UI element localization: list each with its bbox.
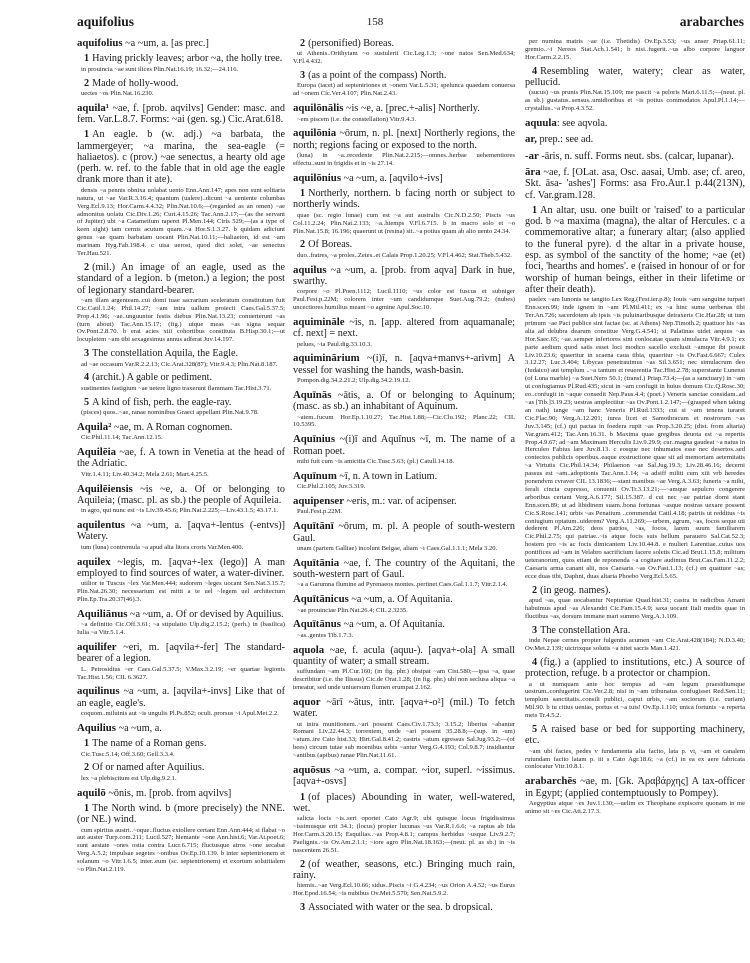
definition-text: ~ārī ~ātus, intr. [aqva+-o²] (mil.) To fetch water. bbox=[293, 696, 515, 720]
citations bbox=[525, 681, 745, 721]
citation-text: in agro, qui nunc est ~is Liv.39.45.6; Plin.Nat.2.225;—Liv.43.1.5; 43.17.1. bbox=[81, 507, 279, 515]
sense-definition bbox=[293, 70, 515, 81]
citation-text: ad ~ae occasum Var.R.2.2.13; Cic.Arat.328(87); Vitr.9.4.3; Plin.Nat.8.187. bbox=[81, 360, 278, 368]
sense-number: 1 bbox=[84, 802, 90, 814]
headword: aquilōnālis bbox=[293, 102, 344, 115]
citation-text: duo..fratres, ~a proles..Zetes..et Calais Prop.1.20.25; V.Fl.4.462; Stat.Theb.5.432. bbox=[297, 251, 512, 259]
headword: Aquītānī bbox=[293, 520, 334, 533]
dictionary-entry bbox=[293, 317, 515, 340]
citations bbox=[77, 544, 285, 552]
citation-text: (sucus) ~us prunis Plin.Nat.15.109; me pascit ~a peloris Mart.6.11.5;—(neut. pl. as sb.) gustatus..sensus..umidioribus et ~is potius commodatos Apul.Pl.1.14;—crystallus..~a Prop.4.3.52. bbox=[525, 89, 745, 113]
citation-text: suffundam ~am Pl.Cur.160; (in fig. phr.) obsipat ~am Cist.580;—ipsa ~a, quae describitur (i.e. the Ilissus) Cic.de Orat.1.28; (in fig. phr.) ubi non seclusa aliqua ~a teneatur, sed unde uniuersum flumen erumpat 2.162. bbox=[293, 668, 515, 692]
citation-text: tum (luna) contremula ~a apud alta litora croris Var.Men.400. bbox=[81, 543, 244, 551]
citations bbox=[77, 471, 285, 479]
dictionary-entry bbox=[293, 558, 515, 581]
headword: arabarchēs bbox=[525, 775, 577, 788]
citations bbox=[293, 116, 515, 124]
headword: Aquīnius bbox=[293, 433, 336, 446]
definition-text: ~a ~um, a. Of or devised by Aquilius. bbox=[127, 608, 284, 620]
definition-text: (mil.) An image of an eagle, used as the standard of a legion. b (meton.) a legion; the post of legionary standard-bearer. bbox=[77, 261, 285, 296]
headword: -ar bbox=[525, 149, 539, 162]
citations bbox=[293, 668, 515, 692]
dictionary-entry bbox=[525, 118, 745, 129]
headword: Aquilēia bbox=[77, 446, 116, 459]
citation-text: (luna) in ~a..recedente Plin.Nat.2.215;—omnes..herbae uehementiores effectu..sunt in frigidis et in ~is 27.14. bbox=[293, 152, 515, 167]
headword: Aquītānicus bbox=[293, 593, 349, 606]
headword: aquiminārium bbox=[293, 352, 360, 365]
dictionary-entry bbox=[77, 38, 285, 49]
citation-text: ~am ubi facies, pedes v fundamenta alta facito, lata p. vi, ~am et canalem rutundam facito latam p. iii s Cato Agr.18.6; ~a (cf.) in ea ex aere fabricata conlocatur Vitr.10.8.1. bbox=[525, 747, 745, 771]
sense-number: 1 bbox=[300, 188, 306, 200]
citations bbox=[293, 252, 515, 260]
citations bbox=[525, 597, 745, 621]
definition-text: The name of a Roman gens. bbox=[92, 738, 207, 750]
citations bbox=[293, 545, 515, 553]
headword: aquilex bbox=[77, 555, 111, 568]
citation-text: pelues, ~ia Paul.dig.33.10.3. bbox=[297, 340, 372, 348]
headword: ar, bbox=[525, 133, 537, 146]
sense-definition bbox=[293, 38, 515, 49]
sense-number: 2 bbox=[84, 77, 90, 89]
citations bbox=[77, 666, 285, 682]
definition-text: ~a ~um, a. [aqvila+-invs] Like that of an eagle, eagle's. bbox=[77, 686, 285, 709]
definition-text: : see aqvola. bbox=[556, 118, 608, 130]
definition-text: The North wind. b (more precisely) the NNE. (or NE.) wind. bbox=[77, 802, 285, 826]
sense-number: 2 bbox=[300, 239, 306, 251]
headword: aquor bbox=[293, 695, 321, 708]
citations bbox=[293, 377, 515, 385]
citation-text: Cic.Phil.11.14; Tac.Ann.12.15. bbox=[81, 434, 163, 442]
citations bbox=[293, 483, 515, 491]
citation-text: lex ~a plebiscitum est Ulp.dig.9.2.1. bbox=[81, 774, 177, 782]
definition-text: ~is, n. [app. altered from aquamanale; cf. next] = next. bbox=[293, 316, 515, 340]
citations bbox=[525, 89, 745, 113]
definition-text: (of places) Abounding in water, well-watered, wet. bbox=[293, 791, 515, 814]
definition-text: (personified) Boreas. bbox=[308, 38, 395, 49]
citation-text: cum spiritus austri..~oque..fluctus extollere certant Enn.Ann.444; si flabat ~o aut auster Turp.com.211; Lucil.527; hiemante ~one Ann.hist.6; Var.At.poet.6; sunt aestate ~ones ostia contra Lucr.6.715; fluctusque atros ~one secabat Verg.A.5.2; impulsae segetes ~onibus Ov.Ep.10.139. b inter septentrionem et solanum ~o Vitr.1.6.5; inter..eum (sc. septentrionem) et exortum solstitialem ~o Plin.Nat.2.119. bbox=[77, 826, 285, 874]
citation-text: uectes ~os Plin.Nat.16.230. bbox=[81, 89, 154, 97]
citation-text: ~a a Garumna flumine ad Pyrenaeos montes..pertinet Caes.Gal.1.1.7; Vitr.2.1.4. bbox=[297, 581, 508, 589]
dictionary-entry bbox=[293, 471, 515, 482]
definition-text: ~ōrum, n. pl. [next] Northerly regions, the north; regions facing or exposed to the north. bbox=[293, 128, 515, 151]
sense-definition bbox=[77, 738, 285, 749]
citations bbox=[77, 90, 285, 98]
sense-definition bbox=[293, 188, 515, 211]
dictionary-entry bbox=[77, 642, 285, 665]
definition-text: ~ae, f. The country of the Aquitani, the south-western part of Gaul. bbox=[293, 557, 515, 581]
definition-text: ~a ~um, a. compar. ~ior, superl. ~issimus. [aqva+-osvs] bbox=[293, 765, 515, 788]
definition-text: ~a ~um, a. [aqva+-lentus (-entvs)] Watery. bbox=[77, 520, 285, 543]
dictionary-entry bbox=[77, 686, 285, 709]
definition-text: ~(i)ī, n. [aqva+manvs+-arivm] A vessel for washing the hands, wash-basin. bbox=[293, 353, 515, 376]
headword: aquifolius bbox=[77, 38, 123, 49]
citations bbox=[77, 66, 285, 74]
dictionary-entry bbox=[525, 776, 745, 799]
citation-text: utilior te Tuscus ~lex Var.Men.444; sudorem ~leges uocant Sen.Nat.3.15.7; Plin.Nat.26.30; necessarium est mitti a te uel ~legem uel architectum Plin.Ep.Tra.20.37(46).3. bbox=[77, 580, 285, 603]
headword: Aquīnum bbox=[293, 469, 337, 482]
definition-text: ~(i)ī and Aquīnus ~ī, m. The name of a Roman poet. bbox=[293, 434, 515, 457]
dictionary-entry bbox=[293, 765, 515, 788]
headword: Aquilēiensis bbox=[77, 482, 133, 495]
sense-number: 1 bbox=[84, 738, 90, 750]
definition-text: (archit.) A gable or pediment. bbox=[92, 372, 213, 384]
dictionary-entry bbox=[293, 390, 515, 413]
headword: aquilentus bbox=[77, 519, 126, 532]
page-number: 158 bbox=[366, 16, 384, 28]
sense-number: 4 bbox=[532, 65, 538, 77]
citations bbox=[293, 212, 515, 236]
citation-text: Paul.Fest.p.22M. bbox=[297, 508, 343, 516]
definition-text: A kind of fish, perh. the eagle-ray. bbox=[92, 396, 232, 408]
dictionary-entry bbox=[293, 496, 515, 507]
citations bbox=[77, 775, 285, 783]
column-1 bbox=[77, 38, 285, 953]
definition-text: ~a ~um, a. [prob. from aqva] Dark in hue, swarthy. bbox=[293, 264, 515, 287]
sense-number: 2 bbox=[532, 584, 538, 596]
headword: aquilō bbox=[77, 786, 106, 799]
dictionary-entry bbox=[77, 103, 285, 126]
headword: aquipenser bbox=[293, 495, 344, 508]
definition-text: Associated with water or the sea. b dropsical. bbox=[308, 902, 493, 914]
definition-text: ~ī, n. A town in Latium. bbox=[336, 470, 438, 482]
sense-definition bbox=[293, 902, 515, 913]
citations bbox=[525, 637, 745, 653]
citation-text: per numina matris ~ae (i.e. Thetidis) Ov.Ep.3.53; ~us anser Priap.61.11; gremio..~i Nereos Stat.Ach.1.541; b nisi..fugerit..~us albo corpore languor Hor.Carm.2.2.15. bbox=[525, 38, 745, 61]
citations bbox=[77, 827, 285, 874]
sense-definition bbox=[525, 625, 745, 636]
definition-text: ~ae, m. A Roman cognomen. bbox=[111, 421, 233, 433]
definition-text: Made of holly-wood. bbox=[92, 77, 179, 89]
definition-text: (of weather, seasons, etc.) Bringing much rain, rainy. bbox=[293, 858, 515, 882]
sense-number: 3 bbox=[84, 348, 90, 360]
sense-definition bbox=[293, 239, 515, 250]
headword: Aquilius bbox=[77, 721, 117, 734]
sense-number: 3 bbox=[300, 902, 306, 914]
citations bbox=[293, 508, 515, 516]
headword: aquola bbox=[293, 643, 325, 656]
sense-number: 1 bbox=[300, 791, 306, 803]
sense-number: 4 bbox=[532, 656, 538, 668]
citation-text: Cic.Tusc.5.14; Off.3.60; Gell.3.3.4. bbox=[81, 750, 175, 758]
headword: aquila¹ bbox=[77, 101, 110, 114]
headword: Aquītānus bbox=[293, 618, 342, 631]
headword: aquilōnia bbox=[293, 127, 337, 140]
citations bbox=[77, 621, 285, 637]
definition-text: ~ae, f. acula (aquu-). [aqva+-ola] A small quantity of water; a small stream. bbox=[293, 644, 515, 667]
citations bbox=[293, 288, 515, 312]
definition-text: A raised base or bed for supporting machinery, etc. bbox=[525, 724, 745, 747]
citation-text: corpore ~o Pl.Poen.1112; Lucil.1110; ~us color est fuscus et subniger Paul.Fest.p.22M; colorem inter ~um candidumque Suet.Aug.79.2; (nubes) uncectiores humilius meant ~o agmine Apul.Soc.10. bbox=[293, 288, 515, 312]
headword: aquilōnius bbox=[293, 171, 342, 184]
citation-text: Cic.Phil.2.105; Juv.3.319. bbox=[297, 483, 366, 491]
dictionary-entry bbox=[293, 434, 515, 457]
definition-text: ~eri, m. [aqvila+-fer] The standard-bearer of a legion. bbox=[77, 642, 285, 665]
citation-text: ~ae prouinciae Plin.Nat.26.4; CIL 2.3235. bbox=[297, 606, 408, 614]
definition-text: Of or named after Aquilius. bbox=[92, 762, 205, 774]
dictionary-entry bbox=[293, 128, 515, 151]
definition-text: An eagle. b (w. adj.) ~a barbata, the lammergeyer; ~a marina, the sea-eagle (= haliaetos). c (prov.) ~ae senectus, a hearty old age (perh. w. ref. to the fable that in old age the eagle drank more than it ate). bbox=[77, 129, 285, 186]
sense-number: 4 bbox=[84, 372, 90, 384]
dictionary-entry bbox=[293, 594, 515, 605]
citation-text: unam (partem Galliae) incolunt Belgae, aliam ~i Caes.Gal.1.1.1; Mela 3.20. bbox=[297, 544, 498, 552]
citations bbox=[293, 815, 515, 855]
sense-number: 1 bbox=[84, 53, 90, 65]
citations bbox=[77, 751, 285, 759]
definition-text: -āris, n. suff. Forms neut. sbs. (calcar, lupanar). bbox=[538, 150, 734, 162]
citation-text: ~em piscem (i.e. the constellation) Vitr.9.4.3. bbox=[297, 115, 416, 123]
definition-text: ~a ~um, a. [aqvilo+-ivs] bbox=[341, 172, 443, 184]
citation-text: Vitr.1.4.11; Liv.40.34.2; Mela 2.61; Mart.4.25.5. bbox=[81, 470, 209, 478]
citations bbox=[293, 458, 515, 466]
definition-text: Resembling water, watery; clear as water, pellucid. bbox=[525, 65, 745, 89]
definition-text: prep.: see ad. bbox=[536, 134, 594, 146]
citations bbox=[77, 361, 285, 369]
dictionary-entry bbox=[293, 697, 515, 720]
headword: aquilus bbox=[293, 263, 327, 276]
sense-definition bbox=[525, 205, 745, 295]
citations bbox=[525, 800, 745, 816]
sense-number: 3 bbox=[300, 70, 306, 82]
citations bbox=[293, 82, 515, 98]
citations bbox=[525, 38, 745, 62]
headword: aquula bbox=[525, 117, 557, 130]
headword: aquilinus bbox=[77, 685, 120, 698]
citations bbox=[525, 296, 745, 581]
citation-text: in prouincia ~ae sunt ilices Plin.Nat.16.19; 16.32;—24.116. bbox=[81, 65, 239, 73]
citations bbox=[77, 409, 285, 417]
citation-text: ut Athenis..Orithyiam ~o sustulerit Cic.Leg.1.3; ~one natos Sen.Med.634; V.Fl.4.432. bbox=[293, 50, 515, 66]
dictionary-entry bbox=[293, 173, 515, 184]
headword: Aquītānia bbox=[293, 556, 340, 569]
citations bbox=[77, 580, 285, 604]
dictionary-entry bbox=[293, 265, 515, 288]
definition-text: ~a ~um, a. bbox=[116, 722, 162, 734]
definition-text: (as a point of the compass) North. bbox=[308, 70, 447, 82]
definition-text: (in geog. names). bbox=[540, 584, 611, 596]
citations bbox=[77, 297, 285, 344]
sense-definition bbox=[77, 803, 285, 826]
dictionary-entry bbox=[293, 645, 515, 668]
dictionary-entry bbox=[77, 422, 285, 433]
sense-definition bbox=[293, 792, 515, 815]
citations bbox=[77, 187, 285, 258]
sense-definition bbox=[77, 348, 285, 359]
sense-definition bbox=[525, 657, 745, 680]
citation-text: ut intra munitionem..~ari possent Caes.Civ.1.73.3; 3.15.2; liberius ~abantur Romani Liv.22.44.3; torrentem, unde ~ari possent 35.28.8;—(sup. in -um) ~atum..ire Cato hist.33; Hirt.Gal.8.41.2; castris ~atum egressus Sal.Jug.93.2;—(of bees) circum tutae sub moenibus urbis ~antur Verg.G.4.193; Col.9.8.7; insidiantur ~antibus (apibus) ranae Plin.Nat.11.61. bbox=[293, 720, 515, 760]
headword: Aquīnās bbox=[293, 388, 332, 401]
column-3 bbox=[525, 38, 745, 953]
sense-definition bbox=[77, 262, 285, 296]
citation-text: salicta locis ~is..seri oportet Cato Agr.9; ubi quisque locus frigidissimus ~issimusque erit 34.1; (locus) propter lucunas ~us Var.R.1.6.6; ~a raptus ab Ida Hor.Carm.3.20.15; Esquilias..~as Prop.4.8.1; campus herbidus ~usque Liv.9.2.7; Paelignis..~is Ov.Am.2.1.1; ~iore agro Plin.Nat.18.163;—(neut. pl. as sb.) in ~is nascentem 26.51. bbox=[293, 815, 515, 854]
dictionary-entry bbox=[525, 167, 745, 201]
citations bbox=[293, 882, 515, 898]
sense-definition bbox=[525, 66, 745, 89]
dictionary-entry bbox=[293, 103, 515, 114]
citation-text: ~a definitio Cic.Off.3.61; ~a stipulatio Ulp.dig.2.15.2; (perh.) in (basilica) Iulia ~a Vitr.5.1.4. bbox=[77, 621, 285, 637]
sense-number: 2 bbox=[300, 858, 306, 870]
running-head-first-entry: aquifolius bbox=[77, 14, 135, 29]
citation-text: a ut numquam ante hoc tempus ad ~am legum praesidiumque uestrum..confugerint Cic.Ver.2.8; nisi in ~am tribunatus confugisset Red.Sen.11; templum sanctitatis..consili publici, caput urbis, ~am sociorum (i.e. curiam) Mil.90. b tu citius uenias, portus et ~a tuis! Ov.Ep.1.110; unica fortunis ~a reperta meis Tr.4.5.2. bbox=[525, 680, 745, 720]
headword: Aquiliānus bbox=[77, 607, 128, 620]
citations bbox=[293, 414, 515, 430]
citation-text: Aegyptius atque ~es Juv.1.130;—uelim ex Theophane expiscere quonam in me animo sit ~es Cic.Att.2.17.3. bbox=[525, 799, 745, 815]
dictionary-entry bbox=[77, 520, 285, 543]
citation-text: L. Petrosidius ~er Caes.Gal.5.37.5; V.Max.3.2.19; ~er quartae legionis Tac.Hist.1.56; CIL 6.3627. bbox=[77, 665, 285, 681]
sense-definition bbox=[77, 762, 285, 773]
definition-text: ~is ~e, a. Of or belonging to Aquileia; (masc. pl. as sb.) the people of Aquileia. bbox=[77, 483, 285, 506]
citations bbox=[293, 721, 515, 761]
definition-text: An altar, usu. one built or 'raised' to a particular god. b ~a maxima (magna), the altar of Hercules. c a commemorative altar; a funerary altar; (also applied to the funeral pyre). d the altar in a private house, esp. as symbol of the sanctity of the home; ~ae (et) foci, 'hearths and homes'. e (raised in honour of or for worship of human beings, either in their lifetime or after their death). bbox=[525, 204, 745, 295]
citation-text: Europa (iacet) ad septentriones et ~onem Var.L.5.31; spelunca quaedam conuersa ad ~onem Cic.Ver.4.107; Plin.Nat.2.43. bbox=[293, 82, 515, 98]
citation-text: paelex ~am Iunonis ne tangito Lex Reg.(Fest.ier.p.8); Iouis ~am sanguine turpari Enn.scen.99; inde ignem in ~am Pl.Mil.411; ex ~a hinc sume uerbenas tibi Ter.An.726; sacerdotem ab ipsis ~is puluinaribusque detraxeris Cic.Har.28; ut tum primum ~ae Paci publice sint factae (sc. at Athens) Nep.Timoth.2; quattuor his ~as alta ad delubra dearum constitue Verg.G.4.541; si Palatinas uidet aequus ~as Hor.Saec.65; ~ae..semper inferiores sint conlocatae quam simulacra Vitr.4.9.1; ex parte aedium quod satis esset loci modico sacello exclusit ~amque ibi posuit Liv.10.23.6; quaeritur in scaena caua tibia, quaeritur ~is Ov.Fast.6.667; Culex 3.12.27; Luc.3.404; Libycas penetrauimus ~as Sil.3.651; nec simulacrum deo (Iudaico) aut templum ..~a tantum et reuerentia Tac.Hist.2.78; superstante Lunensi (of Luna marble) ~a Suet.Nero 50.1; (transf.) Priap.73.4;—(as a sanctuary) in ~am ut confugiamus Pl.Rud.435; sicut in ~am confugit in huius domum Cic.Q.Rosc.30; eo..confugit in ~aque consedit Nep.Paus.4.4; (poet.) Veneris sanctae considam..ad ~as [Tib.]3.19.23; uestras amplectitur ~as Ov.Pont.1.2.147;—(grasped when taking an oath) tange ~am hanc Veneris Pl.Rud.1333; cui si ~am tenens iuraret Cic.Flac.90; Verg.A.12.201; iurea licet et Samothracum et nostrorum ~as Juv.3.145; (cf.) qui pactas in foedera rupit ~as Prop.3.20.25; (dist. from altaria) Var.gram.412; Tac.Ann.16.31. b Maxima quae gregibus deuota est ~a repertis Prop.4.9.67; ad ~am Maximam Herculis Liv.9.29.9; cur..magna gaudeat ~a natus in Herculeo Fabius lare Juv.8.13. c eosque nec inhumatos esse nec desertos..sed contectos publicis operibus..eaque exstructione quae sit ad memoriam aeternitatis ~a Virtutis Cic.Phil.14.34; Philaenon ~ae Sal.Jug.19.3; Liv.28.46.16; decerni passus est ~am..adoptionis Tac.Ann.1.14; ~a adsiff militi cum xiii vrb heredes ponendvm cvraver CIL 13.1836;—stant manibus ~ae Verg.A.3.63; funeris ~a mihi, ferali cincta cupresso, conuenit Ov.Tr.3.13.21;—~amque sepulcro congerere arboribus certant Verg.A.6.177; Sil.15.387. d cui nec ~ae patriae domi stant Enn.scen.89; ut ad libidinem suam..bona fortunas ~asque nostras uexare possent Cic.S.Rosc.141; urbis ~as Penatium ..commendat Catil.4.18; patriis ut redditus ~is coniugium optatum..uiderem? Verg.A.11.269;—urbem, agrum, ~as, focos seque uti dederent Pl.Am.226; deos patrios, ~as, focos, larem suum familiarem Cic.Phil.2.75; qui patriae..~is atque focis suis bellum parauero Sal.Cat.52.3; hostem pro ~is ac focis dimicantem Liv.10.44.8. e mulieri Larentiae..cuius uos pontifices ad ~am in Velabro sacrificium facere soletis Cic.ad Brut.1.15.8; militum ueteranorum, quos etiam de reponenda ~a cogitare audimus Brut.Cas.Fam.11.2.2; Caesaris arma canant alii, nos Caesaris ~as Ov.Fast.1.13; (cf.) en quattuor ~as; ecce duas tibi, Daphni, duas altaria Phoebo Verg.Ecl.5.65. bbox=[525, 296, 745, 580]
citations bbox=[77, 434, 285, 442]
headword: aquilifer bbox=[77, 641, 117, 653]
citations bbox=[525, 748, 745, 772]
citations bbox=[293, 581, 515, 589]
citation-text: quae (sc. regio lunae) cum est ~a aut australis Cic.N.D.2.50; Piscis ~us Col.11.2.24; Plin.Nat.2.133; ~a..hiemps V.Fl.6.715. b in macro solo et ~o Plin.Nat.15.8; 16.196; quaerunt ut (resina) sit..~a potius quam ab alio uento 24.34. bbox=[293, 211, 515, 235]
definition-text: Northerly, northern. b facing north or subject to northerly winds. bbox=[293, 188, 515, 211]
running-head-last-entry: arabarches bbox=[679, 14, 744, 29]
headword: aquōsus bbox=[293, 764, 331, 777]
citations bbox=[293, 607, 515, 615]
citation-text: sustinentes fastigium ~ae uetere ligno traxerunt flammam Tac.Hist.3.71. bbox=[81, 384, 272, 392]
sense-definition bbox=[77, 53, 285, 64]
definition-text: ~eris, m.: var. of acipenser. bbox=[344, 496, 457, 508]
sense-definition bbox=[525, 585, 745, 596]
sense-number: 1 bbox=[84, 129, 90, 141]
dictionary-entry bbox=[77, 788, 285, 799]
dictionary-entry bbox=[293, 619, 515, 630]
citation-text: mihi fuit cum ~is amicitia Cic.Tusc.5.63; (pl.) Catull.14.18. bbox=[297, 457, 455, 465]
definition-text: The constellation Aquila, the Eagle. bbox=[92, 348, 239, 360]
headword: Aquila² bbox=[77, 420, 112, 433]
dictionary-entry bbox=[77, 609, 285, 620]
citations bbox=[293, 50, 515, 66]
citation-text: ~as..gentes Tib.1.7.3. bbox=[297, 631, 354, 639]
definition-text: ~ātis, a. Of or belonging to Aquinum; (masc. as sb.) an inhabitant of Aquinum. bbox=[293, 389, 515, 413]
sense-definition bbox=[77, 397, 285, 408]
citation-text: ~am illam argenteam..cui domi tuae sacrarium sceleratum constitutum fuit Cic.Catil.1.24; Phil.14.27; ~am intra uallum proiecit Caes.Gal.5.37.5; Prop.4.1.96; ~ae..unguuntur festis diebus Plin.Nat.13.23; conuerterunt ~as (turn about) Tac.Ann.15.17; (fig.) utque meas ~as signa sequar Ov.Pont.2.8.70. b erat acies xiii cohortibus constituta B.Hisp.30.1;—ut locupletem ~am tibi sexagesimus annus adferat Juv.14.197. bbox=[77, 296, 285, 344]
citations bbox=[293, 632, 515, 640]
definition-text: ~a ~um, a. Of Aquitania. bbox=[348, 594, 453, 606]
sense-definition bbox=[77, 129, 285, 185]
sense-number: 2 bbox=[84, 261, 90, 273]
dictionary-entry bbox=[525, 151, 745, 162]
citation-text: coquom..miluinis aut ~is ungulis Pl.Ps.852; oculi..prorsus ~i Apul.Met.2.2. bbox=[81, 710, 279, 717]
definition-text: Having prickly leaves; arbor ~a, the holly tree. bbox=[92, 53, 283, 65]
citations bbox=[77, 507, 285, 515]
citation-text: apud ~as, quae uocabantur Neptuniae Quad.hist.31; castra in radicibus Amani habuimus apud ~as Alexandri Cic.Fam.15.4.9; saxa uocant Itali mediis quae in fluctibus ~as, dorsum immane mari summo Verg.A.1.109. bbox=[525, 597, 745, 620]
definition-text: (fig.) a (applied to institutions, etc.) A source of protection, refuge. b a protector or champion. bbox=[525, 656, 745, 680]
citation-text: ~atem..fucum Hor.Ep.1.10.27; Tac.Hist.1.88;—Cic.Clu.192; Planc.22; CIL 10.5395. bbox=[293, 413, 515, 429]
dictionary-entry bbox=[293, 521, 515, 544]
sense-number: 2 bbox=[300, 38, 306, 49]
dictionary-entry bbox=[77, 557, 285, 580]
definition-text: ~a ~um, a. Of Aquitania. bbox=[341, 619, 445, 631]
dictionary-entry bbox=[77, 484, 285, 507]
citations bbox=[293, 152, 515, 168]
definition-text: ~a ~um, a. [as prec.] bbox=[122, 38, 209, 49]
dictionary-entry bbox=[77, 723, 285, 734]
definition-text: ~ae, m. [Gk. Ἀραβάρχης] A tax-officer in Egypt; (applied contemptuously to Pompey). bbox=[525, 776, 745, 799]
headword: āra bbox=[525, 165, 541, 178]
sense-number: 1 bbox=[532, 204, 538, 216]
citation-text: (pisces) quos..~ae, ranae nominibus Graeci appellant Plin.Nat.9.78. bbox=[81, 408, 259, 416]
citations bbox=[77, 710, 285, 718]
column-2 bbox=[293, 38, 515, 953]
definition-text: ~ae, f. [prob. aqvilvs] Gender: masc. and fem. Var.L.8.7. Forms: ~ai (gen. sg.) Cic.Arat.618. bbox=[77, 102, 285, 125]
citation-text: densis ~a pennis obnixa uolabat uento Enn.Ann.147; apes non sunt solitaria natura, ut ~ae Var.R.3.16.4; quantum (ualere)..dicunt ~a ueniente columbas Verg.Ecl.9.13; Hor.Carm.4.4.32; Plin.Nat.10.6;—(regarded as an omen) ~ae admonitus uolatu Cic.Div.1.26; Curt.4.15.26; Tac.Ann.2.17;—(as the servant of Jupiter) ubi ~a Catameitum raperet Pl.Men.144; Ciris 529;—(as a type of keen sight) tam cernis acutum quam..~a Hor.S.1.3.27. b quidam adiciunt genus ~ae quam barbatam uocant Plin.Nat.10.11;—haliaeton, id est ~am marinam Hyg.Fab.198.4. c uisa uerost, quod dici solet, ~ae senectus Ter.Hau.521. bbox=[77, 186, 285, 258]
definition-text: ~ōnis, m. [prob. from aqvilvs] bbox=[105, 787, 232, 799]
headword: aquimināle bbox=[293, 315, 345, 328]
dictionary-entry bbox=[293, 353, 515, 376]
definition-text: Of Boreas. bbox=[308, 239, 353, 251]
sense-number: 3 bbox=[532, 624, 538, 636]
definition-text: ~is ~e, a. [prec.+-alis] Northerly. bbox=[343, 103, 480, 115]
dictionary-entry bbox=[77, 447, 285, 470]
sense-definition bbox=[293, 859, 515, 882]
sense-definition bbox=[525, 724, 745, 747]
sense-number: 2 bbox=[84, 762, 90, 774]
citation-text: Pompon.dig.34.2.21.2; Ulp.dig.34.2.19.12. bbox=[297, 377, 411, 385]
sense-definition bbox=[77, 372, 285, 383]
citation-text: hiemis..~ae Verg.Ecl.10.66; sidus..Piscis ~i G.4.234; ~us Orion A.4.52; ~us Eurus Hor.Epod.16.54; ~is nubibus Ov.Met.5.570; Sen.Nat.5.9.2. bbox=[293, 882, 515, 898]
definition-text: ~legis, m. [aqva+-lex (lego)] A man employed to find sources of water, a water-diviner. bbox=[77, 556, 285, 579]
definition-text: ~ae, f. [OLat. asa, Osc. aasai, Umb. ase; cf. areo, Skt. āsa- 'ashes'] Forms: asa Fro.Aur.1 p.44(213N), cf. Var.gram.128. bbox=[525, 166, 745, 201]
citation-text: inde Nepae cernes propter fulgentis acumen ~am Cic.Arat.428(184); N.D.3.40; Ov.Met.2.139; uictrixque solutis ~a nitet sacris Man.1.421. bbox=[525, 637, 745, 653]
sense-definition bbox=[77, 78, 285, 89]
dictionary-entry bbox=[525, 134, 745, 145]
citations bbox=[293, 341, 515, 349]
sense-number: 5 bbox=[532, 724, 538, 736]
definition-text: ~ōrum, m. pl. A people of south-western Gaul. bbox=[293, 521, 515, 544]
sense-number: 5 bbox=[84, 396, 90, 408]
citations bbox=[77, 385, 285, 393]
definition-text: The constellation Ara. bbox=[540, 624, 631, 636]
definition-text: ~ae, f. A town in Venetia at the head of the Adriatic. bbox=[77, 447, 285, 470]
